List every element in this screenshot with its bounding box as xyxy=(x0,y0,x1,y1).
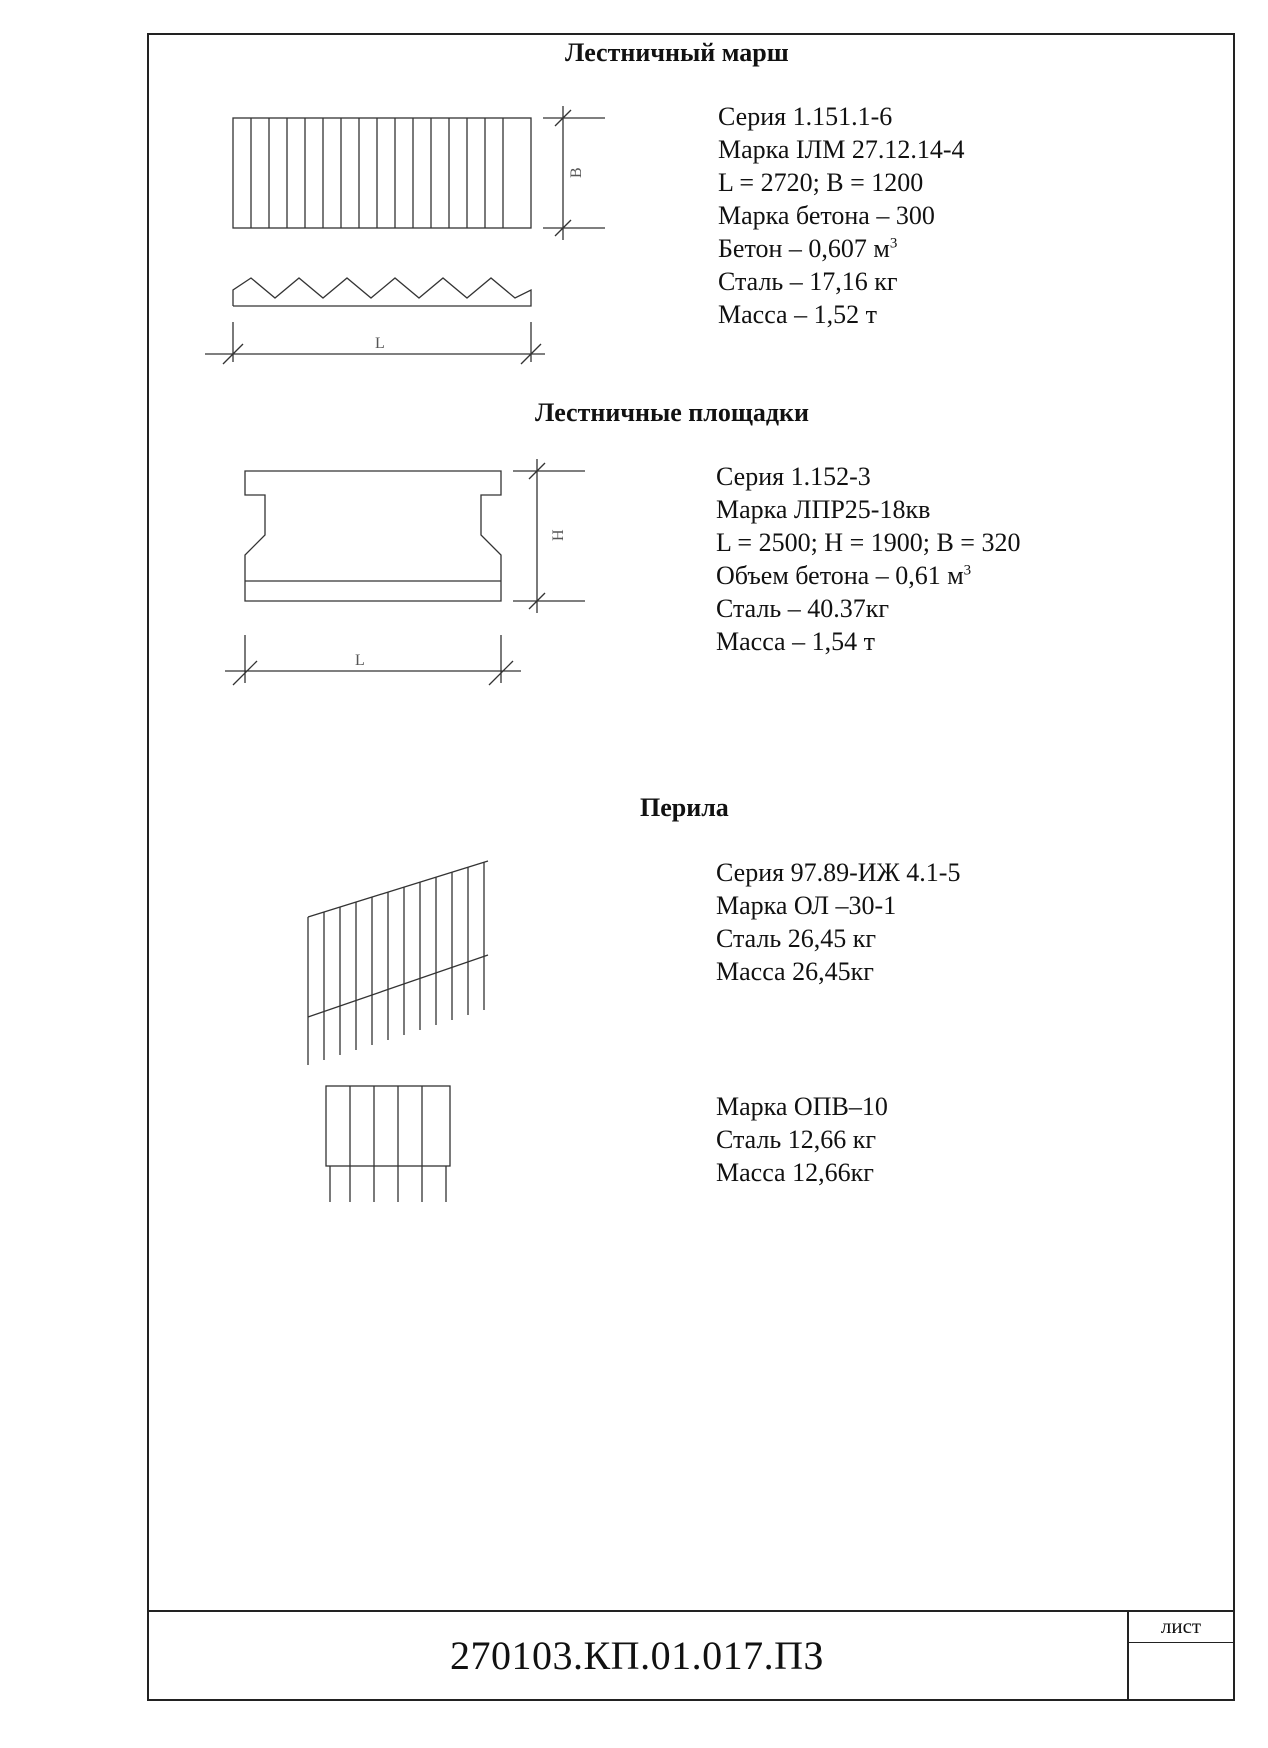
landing-concrete-volume xyxy=(716,559,1020,592)
stair-flight-width-dimension xyxy=(543,106,605,240)
landing-series: Серия 1.152-3 xyxy=(716,462,871,491)
stair-flight-plan xyxy=(233,118,531,228)
stair-flight-heading: Лестничный марш xyxy=(565,38,789,67)
stair-flight-dimensions: L = 2720; B = 1200 xyxy=(718,168,924,197)
railing-opv-drawing xyxy=(320,1080,460,1210)
railing-ol-steel: Сталь 26,45 кг xyxy=(716,924,877,953)
railing-ol-bottom-rail xyxy=(308,955,488,1017)
stair-flight-concrete-volume xyxy=(718,232,965,265)
stair-flight-concrete-text: Бетон – 0,607 м xyxy=(718,234,890,263)
landing-specs xyxy=(716,460,1020,658)
railing-ol-drawing xyxy=(300,855,500,1075)
landing-steel: Сталь – 40.37кг xyxy=(716,594,890,623)
stair-flight-width-label: В xyxy=(568,167,585,178)
railing-heading: Перила xyxy=(640,793,729,822)
landing-heading: Лестничные площадки xyxy=(535,398,809,427)
landing-cubic-superscript: 3 xyxy=(963,562,972,579)
stair-flight-specs xyxy=(718,100,965,331)
stair-flight-mass: Масса – 1,52 т xyxy=(718,300,877,329)
landing-length-label: L xyxy=(355,652,365,669)
stair-flight-cubic-superscript: 3 xyxy=(889,235,898,252)
sheet-label: лист xyxy=(1160,1614,1202,1638)
railing-opv-balusters xyxy=(330,1086,446,1202)
railing-opv-mark: Марка ОПВ–10 xyxy=(716,1092,888,1121)
railing-opv-steel: Сталь 12,66 кг xyxy=(716,1125,877,1154)
stair-flight-concrete-grade: Марка бетона – 300 xyxy=(718,201,935,230)
landing-height-label: H xyxy=(550,529,567,541)
stair-flight-mark: Марка IЛМ 27.12.14-4 xyxy=(718,135,965,164)
stair-flight-length-label: L xyxy=(375,335,385,352)
landing-mark: Марка ЛПР25-18кв xyxy=(716,495,931,524)
title-block-divider xyxy=(147,1610,1235,1612)
stair-flight-steel: Сталь – 17,16 кг xyxy=(718,267,898,296)
landing-mass: Масса – 1,54 т xyxy=(716,627,875,656)
railing-ol-top-rail xyxy=(308,861,488,917)
landing-length-dimension xyxy=(225,635,521,685)
railing-opv-specs xyxy=(716,1090,888,1189)
landing-height-dimension xyxy=(513,459,585,613)
sheet-label-divider xyxy=(1127,1642,1235,1643)
landing-dimensions: L = 2500; H = 1900; B = 320 xyxy=(716,528,1021,557)
railing-ol-specs xyxy=(716,856,960,988)
railing-ol-mark: Марка ОЛ –30-1 xyxy=(716,891,897,920)
railing-ol-series: Серия 97.89-ИЖ 4.1-5 xyxy=(716,858,961,887)
landing-concrete-text: Объем бетона – 0,61 м xyxy=(716,561,964,590)
landing-drawing xyxy=(215,455,615,695)
railing-opv-frame xyxy=(326,1086,450,1166)
railing-ol-balusters xyxy=(308,862,484,1065)
stair-flight-series: Серия 1.151.1-6 xyxy=(718,102,893,131)
stair-flight-profile xyxy=(233,278,531,306)
railing-ol-mass: Масса 26,45кг xyxy=(716,957,874,986)
railing-opv-mass: Масса 12,66кг xyxy=(716,1158,874,1187)
stair-flight-treads xyxy=(251,118,503,228)
stair-flight-length-dimension xyxy=(205,322,545,364)
document-code: 270103.КП.01.017.ПЗ xyxy=(450,1633,824,1678)
stair-flight-drawing xyxy=(205,100,625,380)
